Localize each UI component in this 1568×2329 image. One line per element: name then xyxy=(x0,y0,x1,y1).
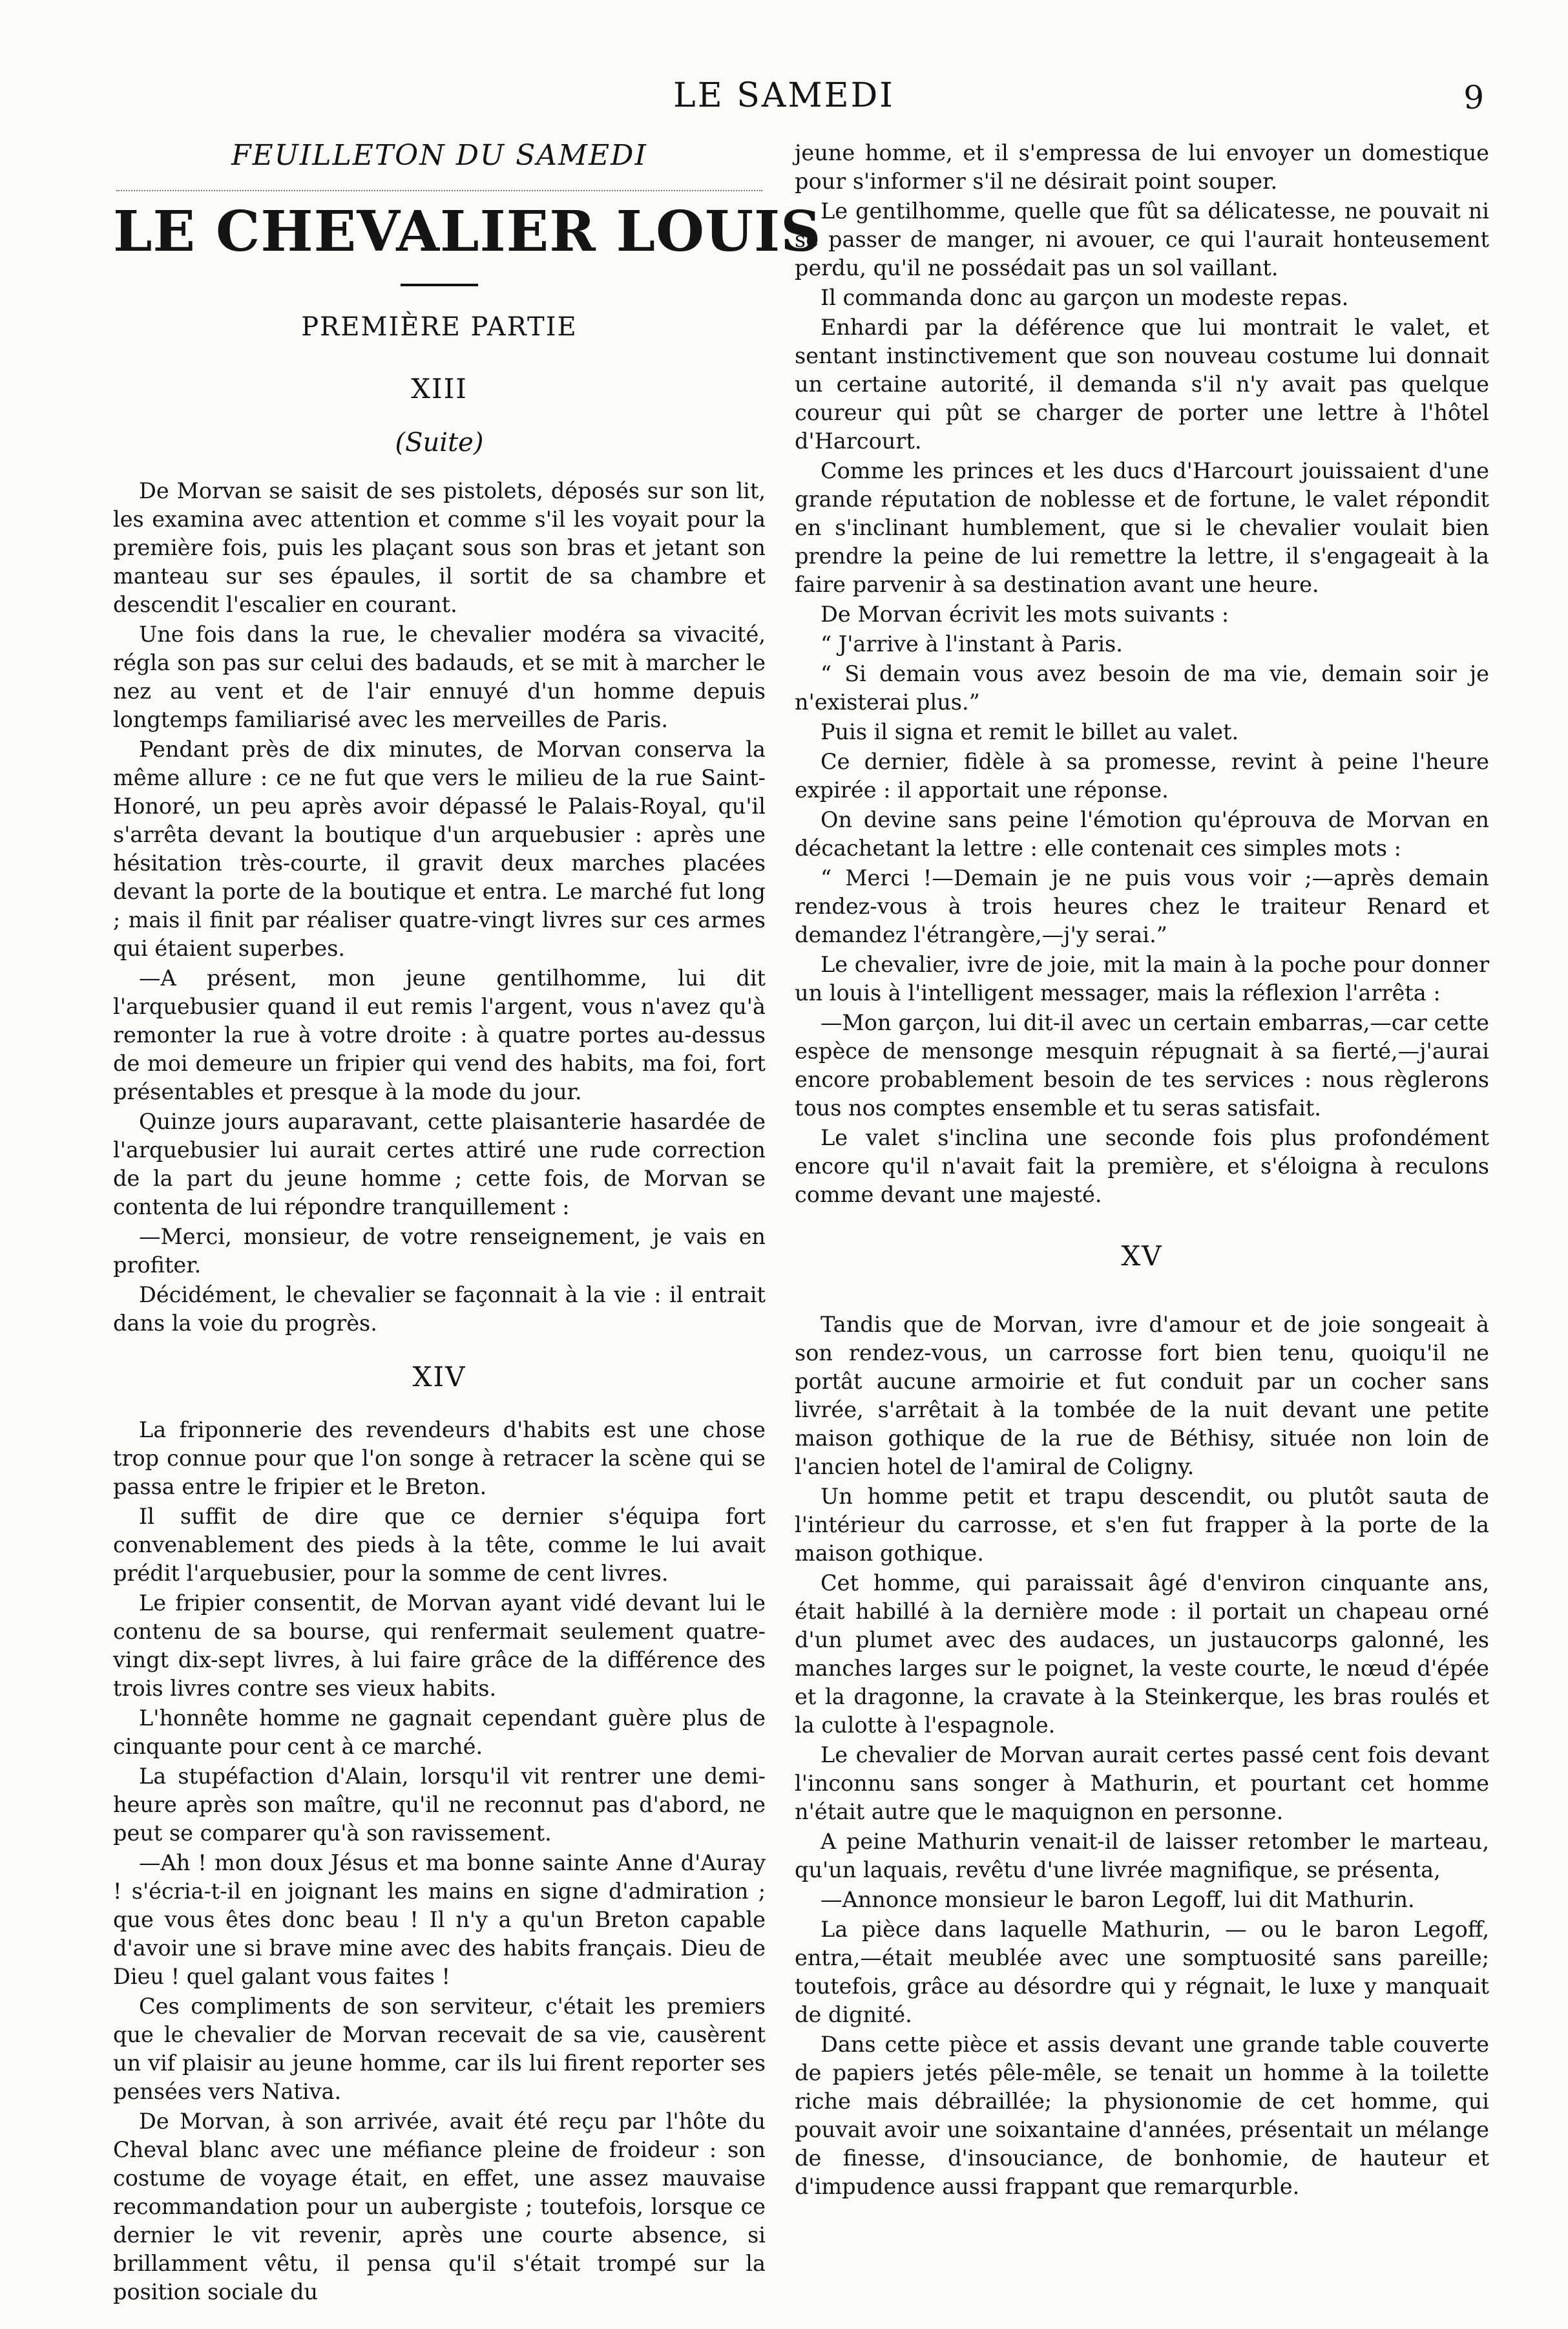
paragraph: —Annonce monsieur le baron Legoff, lui dit Mathurin. xyxy=(821,1887,1415,1912)
letter-line: “ J'arrive à l'instant à Paris. xyxy=(821,631,1123,657)
paragraph: —Ah ! mon doux Jésus et ma bonne sainte Anne d'Auray ! s'écria-t-il en joignant les mains en signe d'admiration ; que vous êtes donc beau ! Il n'y a qu'un Breton capable d'avoir une si brave mine avec des habits français. Dieu de Dieu ! quel galant vous faites ! xyxy=(113,1850,766,1989)
paragraph: On devine sans peine l'émotion qu'éprouva de Morvan en décachetant la lettre : elle contenait ces simples mots : xyxy=(795,807,1489,861)
paragraph: La friponnerie des revendeurs d'habits est une chose trop connue pour que l'on songe à retracer la scène qui se passa entre le fripier et le Breton. xyxy=(113,1417,766,1499)
paragraph: Un homme petit et trapu descendit, ou plutôt sauta de l'intérieur du carrosse, et s'en fut frapper à la porte de la maison gothique. xyxy=(795,1484,1489,1566)
story-title: LE CHEVALIER LOUIS xyxy=(113,199,822,264)
paragraph: Ces compliments de son serviteur, c'était les premiers que le chevalier de Morvan recevait de sa vie, causèrent un vif plaisir au jeune homme, car ils lui firent reporter ses pensées vers Nativa. xyxy=(113,1994,766,2104)
paragraph: Le fripier consentit, de Morvan ayant vidé devant lui le contenu de sa bourse, qui renfermait seulement quatre-vingt dix-sept livres, à lui faire grâce de la différence des trois livres contre ses vieux habits. xyxy=(113,1590,766,1701)
suite-label: (Suite) xyxy=(395,428,484,458)
paragraph: A peine Mathurin venait-il de laisser retomber le marteau, qu'un laquais, revêtu d'une livrée magnifique, se présenta, xyxy=(795,1829,1489,1882)
running-header-title: LE SAMEDI xyxy=(673,76,895,115)
title-rule xyxy=(401,284,478,286)
paragraph: Le gentilhomme, quelle que fût sa délicatesse, ne pouvait ni se passer de manger, ni avouer, ce qui l'aurait honteusement perdu, qu'il ne possédait pas un sol vaillant. xyxy=(795,198,1489,280)
paragraph: Décidément, le chevalier se façonnait à la vie : il entrait dans la voie du progrès. xyxy=(113,1282,766,1336)
feuilleton-heading: FEUILLETON DU SAMEDI xyxy=(231,139,647,172)
paragraph: Pendant près de dix minutes, de Morvan conserva la même allure : ce ne fut que vers le milieu de la rue Saint-Honoré, un peu après avoir dépassé le Palais-Royal, qu'il s'arrêta devant la boutique d'un arquebusier : après une hésitation très-courte, il gravit deux marches placées devant la porte de la boutique et entra. Le marché fut long ; mais il finit par réaliser quatre-vingt livres sur ces armes qui étaient superbes. xyxy=(113,737,766,961)
paragraph: Il commanda donc au garçon un modeste repas. xyxy=(821,285,1349,310)
page-number: 9 xyxy=(1463,79,1484,116)
paragraph: Dans cette pièce et assis devant une grande table couverte de papiers jetés pêle-mêle, se tenait un homme à la toilette riche mais débraillée; la physionomie de cet homme, qui pouvait avoir une soixantaine d'années, présentait un mélange de finesse, d'insouciance, de bonhomie, de hauteur et d'impudence aussi frappant que remarqurble. xyxy=(795,2032,1489,2199)
left-column xyxy=(113,139,822,2308)
paragraph: Puis il signa et remit le billet au valet. xyxy=(821,719,1239,744)
dotted-divider xyxy=(116,190,762,191)
paragraph: Cet homme, qui paraissait âgé d'environ cinquante ans, était habillé à la dernière mode : il portait un chapeau orné d'un plumet avec des audaces, un justaucorps galonné, les manches larges sur le poignet, la veste courte, le nœud d'épée et la dragonne, la cravate à la Steinkerque, les bras roulés et la culotte à l'espagnole. xyxy=(795,1570,1489,1738)
paragraph: Le valet s'inclina une seconde fois plus profondément encore qu'il n'avait fait la première, et s'éloigna à reculons comme devant une majesté. xyxy=(795,1125,1489,1207)
paragraph: jeune homme, et il s'empressa de lui envoyer un domestique pour s'informer s'il ne désirait point souper. xyxy=(795,140,1489,194)
chapter-heading-xiv: XIV xyxy=(412,1361,466,1393)
paragraph: Tandis que de Morvan, ivre d'amour et de joie songeait à son rendez-vous, un carrosse fort bien tenu, quoiqu'il ne portât aucune armoirie et fut conduit par un cocher sans livrée, s'arrêtait à la tombée de la nuit devant une petite maison gothique de la rue de Béthisy, située non loin de l'ancien hotel de l'amiral de Coligny. xyxy=(795,1312,1489,1479)
chapter-heading-xv: XV xyxy=(1121,1240,1163,1272)
paragraph: Le chevalier de Morvan aurait certes passé cent fois devant l'inconnu sans songer à Mathurin, et pourtant cet homme n'était autre que le maquignon en personne. xyxy=(795,1742,1489,1824)
paragraph: Il suffit de dire que ce dernier s'équipa fort convenablement des pieds à la tête, comme le lui avait prédit l'arquebusier, pour la somme de cent livres. xyxy=(113,1504,766,1586)
paragraph: De Morvan, à son arrivée, avait été reçu par l'hôte du Cheval blanc avec une méfiance pleine de froideur : son costume de voyage était, en effet, une assez mauvaise recommandation pour un aubergiste ; toutefois, lorsque ce dernier le vit revenir, après une courte absence, si brillamment vêtu, il pensa qu'il s'était trompé sur la position sociale du xyxy=(113,2109,766,2304)
paragraph: —A présent, mon jeune gentilhomme, lui dit l'arquebusier quand il eut remis l'argent, vous n'avez qu'à remonter la rue à votre droite : à quatre portes au-dessus de moi demeure un fripier qui vend des habits, ma foi, fort présentables et presque à la mode du jour. xyxy=(113,965,766,1104)
paragraph: Ce dernier, fidèle à sa promesse, revint à peine l'heure expirée : il apportait une réponse. xyxy=(795,749,1489,803)
right-column xyxy=(795,139,1489,2202)
paragraph: Le chevalier, ivre de joie, mit la main à la poche pour donner un louis à l'intelligent messager, mais la réflexion l'arrêta : xyxy=(795,952,1489,1006)
paragraph: Quinze jours auparavant, cette plaisanterie hasardée de l'arquebusier lui aurait certes attiré une rude correction de la part du jeune homme ; cette fois, de Morvan se contenta de lui répondre tranquillement : xyxy=(113,1109,766,1219)
letter-line: “ Merci !—Demain je ne puis vous voir ;—après demain rendez-vous à trois heures chez le traiteur Renard et demandez l'étrangère,—j'y serai.” xyxy=(795,865,1489,947)
paragraph: De Morvan écrivit les mots suivants : xyxy=(821,602,1229,627)
paragraph: La stupéfaction d'Alain, lorsqu'il vit rentrer une demi-heure après son maître, qu'il ne reconnut pas d'abord, ne peut se comparer qu'à son ravissement. xyxy=(113,1764,766,1846)
paragraph: —Mon garçon, lui dit-il avec un certain embarras,—car cette espèce de mensonge mesquin répugnait à sa fierté,—j'aurai encore probablement besoin de tes services : nous règlerons tous nos comptes ensemble et tu seras satisfait. xyxy=(795,1010,1489,1121)
paragraph: L'honnête homme ne gagnait cependant guère plus de cinquante pour cent à ce marché. xyxy=(113,1705,766,1759)
paragraph: De Morvan se saisit de ses pistolets, déposés sur son lit, les examina avec attention et comme s'il les voyait pour la première fois, puis les plaçant sous son bras et jetant son manteau sur ses épaules, il sortit de sa chambre et descendit l'escalier en courant. xyxy=(113,478,766,617)
paragraph: La pièce dans laquelle Mathurin, — ou le baron Legoff, entra,—était meublée avec une somptuosité sans pareille; toutefois, grâce au désordre qui y régnait, le luxe y manquait de dignité. xyxy=(795,1917,1489,2027)
paragraph: Une fois dans la rue, le chevalier modéra sa vivacité, régla son pas sur celui des badauds, et se mit à marcher le nez au vent et de l'air ennuyé d'un homme depuis longtemps familiarisé avec les merveilles de Paris. xyxy=(113,622,766,732)
paragraph: —Merci, monsieur, de votre renseignement, je vais en profiter. xyxy=(113,1224,766,1278)
letter-line: “ Si demain vous avez besoin de ma vie, demain soir je n'existerai plus.” xyxy=(795,661,1489,715)
chapter-heading-xiii: XIII xyxy=(411,373,468,405)
paragraph: Comme les princes et les ducs d'Harcourt jouissaient d'une grande réputation de noblesse et de fortune, le valet répondit en s'inclinant humblement, que si le chevalier voulait bien prendre la peine de lui remettre la lettre, il s'engageait à la faire parvenir à sa destination avant une heure. xyxy=(795,458,1489,597)
paragraph: Enhardi par la déférence que lui montrait le valet, et sentant instinctivement que son nouveau costume lui donnait un certaine autorité, il demanda s'il n'y avait pas quelque coureur qui pût se charger de porter une lettre à l'hôtel d'Harcourt. xyxy=(795,315,1489,454)
part-title: PREMIÈRE PARTIE xyxy=(301,312,578,342)
